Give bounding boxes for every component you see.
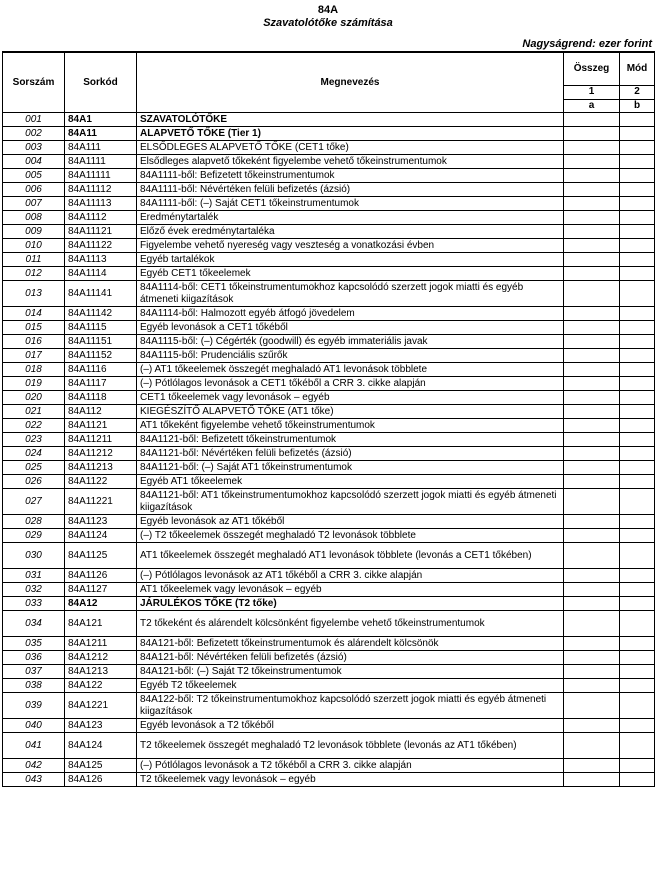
row-amount-cell [564,225,620,239]
row-name: Előző évek eredménytartaléka [137,225,564,239]
row-amount-cell [564,211,620,225]
row-number: 023 [3,433,65,447]
row-mode-cell [620,665,655,679]
row-name: 84A122-ből: T2 tőkeinstrumentumokhoz kapcsolódó szerzett jogok miatti és egyéb átmeneti kiigazítások [137,693,564,719]
row-code: 84A1117 [65,377,137,391]
row-mode-cell [620,405,655,419]
row-number: 024 [3,447,65,461]
row-name: 84A121-ből: Névértéken felüli befizetés (ázsió) [137,651,564,665]
row-code: 84A1122 [65,475,137,489]
row-amount-cell [564,127,620,141]
row-name: (–) Pótlólagos levonások az AT1 tőkéből a CRR 3. cikke alapján [137,569,564,583]
row-amount-cell [564,637,620,651]
header-mod-letter: b [620,99,655,112]
row-code: 84A1126 [65,569,137,583]
row-amount-cell [564,267,620,281]
row-code: 84A125 [65,759,137,773]
row-amount-cell [564,321,620,335]
table-row [3,141,655,155]
row-number: 020 [3,391,65,405]
table-row [3,759,655,773]
row-mode-cell [620,759,655,773]
table-row [3,773,655,787]
row-number: 036 [3,651,65,665]
row-number: 040 [3,719,65,733]
table-row [3,281,655,307]
row-amount-cell [564,363,620,377]
row-amount-cell [564,679,620,693]
row-amount-cell [564,141,620,155]
row-name: AT1 tőkeelemek összegét meghaladó AT1 levonások többlete (levonás a CET1 tőkében) [137,543,564,569]
row-number: 033 [3,597,65,611]
row-code: 84A1123 [65,515,137,529]
row-amount-cell [564,665,620,679]
row-mode-cell [620,391,655,405]
row-code: 84A123 [65,719,137,733]
table-row [3,391,655,405]
row-number: 006 [3,183,65,197]
table-row [3,225,655,239]
row-code: 84A11152 [65,349,137,363]
table-row [3,475,655,489]
row-number: 034 [3,611,65,637]
row-name: KIEGÉSZÍTŐ ALAPVETŐ TŐKE (AT1 tőke) [137,405,564,419]
row-number: 004 [3,155,65,169]
table-row [3,239,655,253]
row-mode-cell [620,419,655,433]
row-number: 007 [3,197,65,211]
row-number: 031 [3,569,65,583]
row-name: (–) Pótlólagos levonások a CET1 tőkéből a CRR 3. cikke alapján [137,377,564,391]
row-mode-cell [620,127,655,141]
row-name: Egyéb T2 tőkeelemek [137,679,564,693]
row-code: 84A122 [65,679,137,693]
row-number: 042 [3,759,65,773]
row-mode-cell [620,597,655,611]
row-code: 84A1213 [65,665,137,679]
table-row [3,489,655,515]
row-code: 84A11122 [65,239,137,253]
row-name: 84A1111-ből: Befizetett tőkeinstrumentumok [137,169,564,183]
row-number: 008 [3,211,65,225]
table-row [3,127,655,141]
row-mode-cell [620,515,655,529]
table-row [3,113,655,127]
row-name: JÁRULÉKOS TŐKE (T2 tőke) [137,597,564,611]
row-code: 84A11151 [65,335,137,349]
table-row [3,155,655,169]
row-mode-cell [620,611,655,637]
row-mode-cell [620,349,655,363]
row-name: AT1 tőkeként figyelembe vehető tőkeinstrumentumok [137,419,564,433]
table-row [3,447,655,461]
row-mode-cell [620,583,655,597]
row-code: 84A1124 [65,529,137,543]
row-amount-cell [564,569,620,583]
table-row [3,307,655,321]
row-amount-cell [564,583,620,597]
row-amount-cell [564,515,620,529]
row-code: 84A11142 [65,307,137,321]
units-note: Nagyságrend: ezer forint [522,38,652,50]
row-mode-cell [620,321,655,335]
row-amount-cell [564,597,620,611]
row-number: 035 [3,637,65,651]
table-row [3,611,655,637]
row-mode-cell [620,637,655,651]
row-code: 84A1125 [65,543,137,569]
header-sorszam: Sorszám [3,52,65,113]
table-row [3,211,655,225]
row-code: 84A124 [65,733,137,759]
table-row [3,733,655,759]
row-number: 043 [3,773,65,787]
row-amount-cell [564,335,620,349]
row-code: 84A11221 [65,489,137,515]
table-row [3,197,655,211]
row-number: 021 [3,405,65,419]
table-row [3,637,655,651]
row-code: 84A11212 [65,447,137,461]
table-row [3,597,655,611]
row-code: 84A1115 [65,321,137,335]
table-row [3,363,655,377]
row-name: Egyéb levonások az AT1 tőkéből [137,515,564,529]
row-amount-cell [564,197,620,211]
row-amount-cell [564,489,620,515]
table-row [3,433,655,447]
row-mode-cell [620,773,655,787]
row-number: 016 [3,335,65,349]
row-mode-cell [620,651,655,665]
row-amount-cell [564,281,620,307]
row-amount-cell [564,719,620,733]
row-code: 84A1127 [65,583,137,597]
row-name: Egyéb CET1 tőkeelemek [137,267,564,281]
row-name: T2 tőkeként és alárendelt kölcsönként figyelembe vehető tőkeinstrumentumok [137,611,564,637]
table-row [3,569,655,583]
row-name: SZAVATOLÓTŐKE [137,113,564,127]
row-number: 015 [3,321,65,335]
header-sorkod: Sorkód [65,52,137,113]
row-code: 84A1112 [65,211,137,225]
row-amount-cell [564,759,620,773]
row-number: 017 [3,349,65,363]
form-title: Szavatolótőke számítása [263,17,393,29]
row-number: 039 [3,693,65,719]
table-row [3,665,655,679]
row-name: CET1 tőkeelemek vagy levonások – egyéb [137,391,564,405]
row-amount-cell [564,419,620,433]
table-row [3,719,655,733]
row-name: 84A121-ből: (–) Saját T2 tőkeinstrumentumok [137,665,564,679]
row-number: 019 [3,377,65,391]
row-name: (–) T2 tőkeelemek összegét meghaladó T2 levonások többlete [137,529,564,543]
row-code: 84A11113 [65,197,137,211]
row-number: 013 [3,281,65,307]
row-mode-cell [620,183,655,197]
row-code: 84A1111 [65,155,137,169]
row-mode-cell [620,433,655,447]
row-amount-cell [564,183,620,197]
row-mode-cell [620,569,655,583]
row-code: 84A1116 [65,363,137,377]
row-amount-cell [564,349,620,363]
table-row [3,515,655,529]
row-amount-cell [564,113,620,127]
row-mode-cell [620,169,655,183]
row-mode-cell [620,719,655,733]
row-code: 84A11121 [65,225,137,239]
row-number: 011 [3,253,65,267]
table-row [3,377,655,391]
row-name: 84A121-ből: Befizetett tőkeinstrumentumok és alárendelt kölcsönök [137,637,564,651]
table-header [3,52,655,113]
header-osszeg-letter: a [564,99,620,112]
row-number: 025 [3,461,65,475]
table-row [3,679,655,693]
row-number: 005 [3,169,65,183]
row-mode-cell [620,307,655,321]
row-name: T2 tőkeelemek összegét meghaladó T2 levonások többlete (levonás az AT1 tőkében) [137,733,564,759]
row-mode-cell [620,211,655,225]
row-number: 001 [3,113,65,127]
row-code: 84A1121 [65,419,137,433]
row-name: T2 tőkeelemek vagy levonások – egyéb [137,773,564,787]
row-amount-cell [564,239,620,253]
row-name: (–) Pótlólagos levonások a T2 tőkéből a CRR 3. cikke alapján [137,759,564,773]
row-code: 84A1212 [65,651,137,665]
table-row [3,183,655,197]
row-amount-cell [564,391,620,405]
table-row [3,583,655,597]
row-code: 84A11213 [65,461,137,475]
row-number: 026 [3,475,65,489]
row-name: 84A1114-ből: Halmozott egyéb átfogó jövedelem [137,307,564,321]
row-name: Eredménytartalék [137,211,564,225]
row-mode-cell [620,543,655,569]
row-number: 010 [3,239,65,253]
table-row [3,651,655,665]
row-mode-cell [620,489,655,515]
row-name: Egyéb tartalékok [137,253,564,267]
row-mode-cell [620,267,655,281]
row-name: 84A1114-ből: CET1 tőkeinstrumentumokhoz kapcsolódó szerzett jogok miatti és egyéb átmeneti kiigazítások [137,281,564,307]
row-mode-cell [620,113,655,127]
table-row [3,419,655,433]
row-code: 84A1118 [65,391,137,405]
row-name: Egyéb levonások a T2 tőkéből [137,719,564,733]
row-amount-cell [564,405,620,419]
row-code: 84A126 [65,773,137,787]
row-amount-cell [564,377,620,391]
row-name: ALAPVETŐ TŐKE (Tier 1) [137,127,564,141]
row-number: 029 [3,529,65,543]
row-code: 84A1113 [65,253,137,267]
row-amount-cell [564,433,620,447]
row-code: 84A11141 [65,281,137,307]
table-row [3,267,655,281]
table-row [3,169,655,183]
header-osszeg-number: 1 [564,86,620,99]
row-number: 032 [3,583,65,597]
row-code: 84A1 [65,113,137,127]
row-code: 84A11211 [65,433,137,447]
row-mode-cell [620,461,655,475]
row-name: 84A1121-ből: (–) Saját AT1 tőkeinstrumentumok [137,461,564,475]
row-name: AT1 tőkeelemek vagy levonások – egyéb [137,583,564,597]
row-amount-cell [564,475,620,489]
row-code: 84A1114 [65,267,137,281]
row-code: 84A1211 [65,637,137,651]
table-row [3,543,655,569]
row-code: 84A12 [65,597,137,611]
row-amount-cell [564,307,620,321]
row-mode-cell [620,679,655,693]
row-mode-cell [620,225,655,239]
row-amount-cell [564,447,620,461]
row-mode-cell [620,197,655,211]
table-row [3,693,655,719]
table-row [3,405,655,419]
row-number: 037 [3,665,65,679]
row-number: 022 [3,419,65,433]
row-name: Figyelembe vehető nyereség vagy veszteség a vonatkozási évben [137,239,564,253]
row-mode-cell [620,475,655,489]
row-amount-cell [564,529,620,543]
row-mode-cell [620,447,655,461]
row-number: 012 [3,267,65,281]
row-amount-cell [564,651,620,665]
row-number: 038 [3,679,65,693]
row-name: 84A1111-ből: Névértéken felüli befizetés (ázsió) [137,183,564,197]
row-name: 84A1121-ből: Névértéken felüli befizetés (ázsió) [137,447,564,461]
row-name: Egyéb levonások a CET1 tőkéből [137,321,564,335]
row-amount-cell [564,543,620,569]
row-mode-cell [620,529,655,543]
row-name: 84A1121-ből: Befizetett tőkeinstrumentumok [137,433,564,447]
row-mode-cell [620,377,655,391]
header-mod: Mód [620,52,655,86]
row-code: 84A111 [65,141,137,155]
row-mode-cell [620,733,655,759]
table-row [3,321,655,335]
row-name: Elsődleges alapvető tőkeként figyelembe vehető tőkeinstrumentumok [137,155,564,169]
row-number: 009 [3,225,65,239]
row-amount-cell [564,253,620,267]
row-code: 84A11 [65,127,137,141]
row-number: 030 [3,543,65,569]
row-mode-cell [620,281,655,307]
capital-table [2,51,655,787]
row-name: (–) AT1 tőkeelemek összegét meghaladó AT1 levonások többlete [137,363,564,377]
row-number: 002 [3,127,65,141]
form-number: 84A [317,4,339,16]
row-number: 003 [3,141,65,155]
row-code: 84A112 [65,405,137,419]
header-mod-number: 2 [620,86,655,99]
row-number: 014 [3,307,65,321]
row-name: 84A1111-ből: (–) Saját CET1 tőkeinstrumentumok [137,197,564,211]
row-code: 84A1221 [65,693,137,719]
row-code: 84A11112 [65,183,137,197]
row-mode-cell [620,253,655,267]
table-row [3,253,655,267]
header-osszeg: Összeg [564,52,620,86]
row-amount-cell [564,169,620,183]
row-number: 028 [3,515,65,529]
row-name: 84A1121-ből: AT1 tőkeinstrumentumokhoz kapcsolódó szerzett jogok miatti és egyéb átmeneti kiigazítások [137,489,564,515]
row-mode-cell [620,141,655,155]
row-code: 84A121 [65,611,137,637]
row-mode-cell [620,363,655,377]
table-row [3,529,655,543]
table-row [3,349,655,363]
row-number: 027 [3,489,65,515]
row-amount-cell [564,773,620,787]
row-name: Egyéb AT1 tőkeelemek [137,475,564,489]
row-number: 018 [3,363,65,377]
row-name: 84A1115-ből: (–) Cégérték (goodwill) és egyéb immateriális javak [137,335,564,349]
row-code: 84A11111 [65,169,137,183]
table-body [3,113,655,787]
row-mode-cell [620,693,655,719]
table-row [3,461,655,475]
row-amount-cell [564,611,620,637]
table-row [3,335,655,349]
row-amount-cell [564,461,620,475]
row-mode-cell [620,155,655,169]
row-amount-cell [564,693,620,719]
row-number: 041 [3,733,65,759]
row-mode-cell [620,335,655,349]
row-amount-cell [564,155,620,169]
row-name: ELSŐDLEGES ALAPVETŐ TŐKE (CET1 tőke) [137,141,564,155]
header-megnevezes: Megnevezés [137,52,564,113]
row-name: 84A1115-ből: Prudenciális szűrők [137,349,564,363]
row-mode-cell [620,239,655,253]
row-amount-cell [564,733,620,759]
